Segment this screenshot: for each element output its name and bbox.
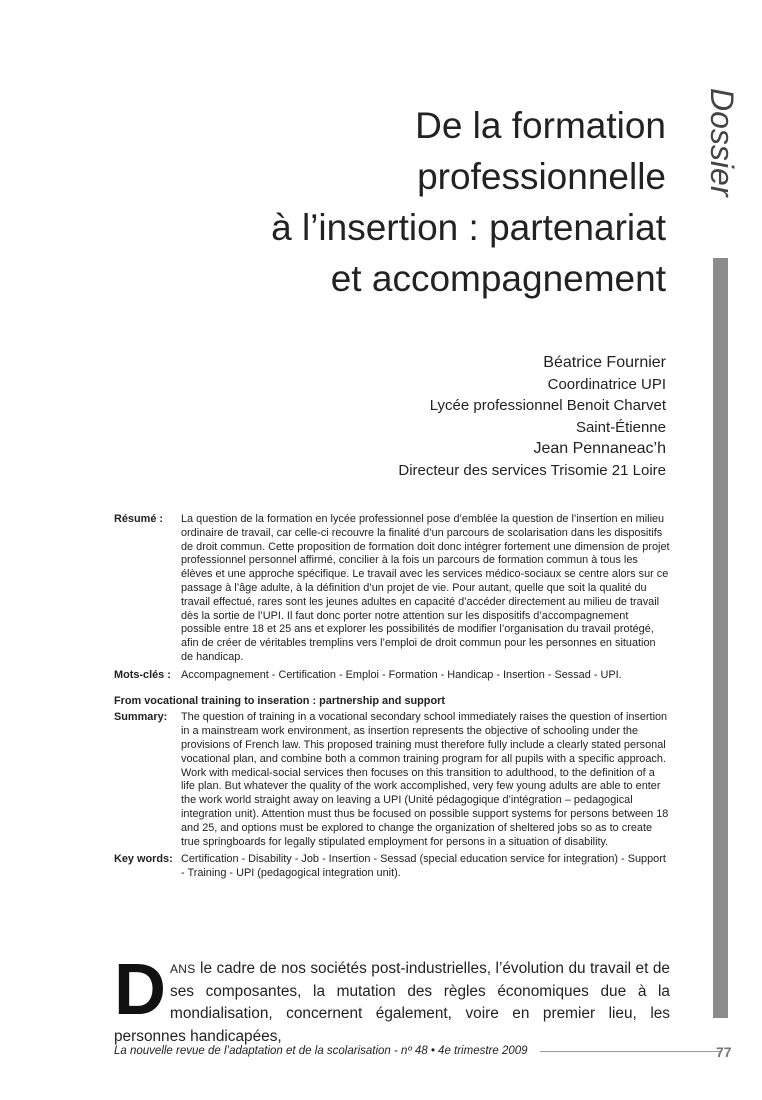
english-title: From vocational training to inseration : partnership and support	[114, 694, 445, 707]
title-line: à l’insertion : partenariat	[271, 207, 666, 248]
footer-rule	[540, 1051, 722, 1052]
mots-cles-row	[114, 669, 670, 683]
resume-text: La question de la formation en lycée professionnel pose d’emblée la question de l’insertion en milieu ordinaire de travail, car celle-ci recouvre la finalité d’un parcours de scolarisation dans les dispositifs de droit commun. Cette proposition de formation doit donc intégrer fortement une dimension de projet professionnel personnel affirmé, concilier à la fois un parcours de formation commun à tous les élèves et une approche spécifique. Le travail avec les services médico-sociaux se centre alors sur ce passage à l’âge adulte, à la définition d’un projet de vie. Pour autant, quelle que soit la qualité du travail effectué, rares sont les jeunes adultes en capacité d’accéder directement au milieu de travail dès la sortie de l’UPI. Il faut donc porter notre attention sur les dispositifs d’accompagnement possible entre 18 et 25 ans et explorer les possibilités de modifier l’organisation du travail protégé, afin de créer de véritables tremplins vers l’emploi de droit commun pour les personnes en situation de handicap.	[181, 513, 670, 663]
author-affiliation: Coordinatrice UPI	[547, 375, 666, 393]
summary-row	[114, 711, 670, 849]
body-text: le cadre de nos sociétés post-industrielles, l’évolution du travail et de ses composantes, la mutation des règles économiques due à la mondialisation, concernent également, voire en premier lieu, les personnes handicapées,	[114, 960, 670, 1045]
author-affiliation: Saint-Étienne	[575, 418, 666, 436]
key-words-text: Certification - Disability - Job - Insertion - Sessad (special education service for integration) - Support - Training - UPI (pedagogical integration unit).	[181, 853, 666, 880]
title-line: et accompagnement	[330, 258, 666, 299]
author-affiliation: Lycée professionnel Benoit Charvet	[429, 397, 666, 414]
mots-cles-label: Mots-clés :	[114, 668, 171, 681]
resume-row	[114, 513, 670, 665]
article-title	[146, 100, 666, 304]
footer	[114, 1045, 734, 1057]
title-line: De la formation	[415, 105, 666, 146]
abstract-block	[114, 513, 670, 881]
title-line: professionnelle	[417, 156, 666, 197]
author-affiliation: Directeur des services Trisomie 21 Loire	[398, 461, 666, 479]
authors-block	[226, 352, 666, 481]
author-name: Béatrice Fournier	[543, 354, 666, 371]
page-number: 77	[716, 1044, 732, 1060]
journal-citation: La nouvelle revue de l’adaptation et de la scolarisation - nº 48 • 4e trimestre 2009	[114, 1045, 528, 1057]
summary-text: The question of training in a vocational secondary school immediately raises the question of insertion in a mainstream work environment, as insertion represents the objective of schooling under the provisions of French law. This proposed training must therefore fully include a clearly stated personal vocational plan, and combine both a common training program for all pupils with a specific approach. Work with medical-social services then focuses on this transition to adulthood, to the definition of a life plan. But whatever the quality of the work accomplished, very few young adults are able to enter the work world straight away on leaving a UPI (Unité pédagogique d’intégration – pedagogical integration unit). Attention must thus be focused on possible support systems for persons between 18 and 25, and options must be explored to change the organization of sheltered jobs so as to create true springboards for legally stipulated employment for persons in a situation of disability.	[181, 711, 669, 848]
summary-label: Summary:	[114, 711, 168, 724]
section-label: Dossier	[704, 88, 740, 197]
resume-label: Résumé :	[114, 513, 164, 525]
lead-smallcaps: ANS	[170, 962, 196, 976]
side-accent-bar	[713, 258, 728, 1018]
author-name: Jean Pennaneac’h	[533, 440, 666, 457]
drop-cap: D	[114, 950, 166, 1030]
key-words-row	[114, 853, 670, 881]
key-words-label: Key words:	[114, 853, 173, 866]
mots-cles-text: Accompagnement - Certification - Emploi - Formation - Handicap - Insertion - Sessad - UPI.	[181, 668, 622, 681]
body-paragraph	[114, 950, 670, 1048]
